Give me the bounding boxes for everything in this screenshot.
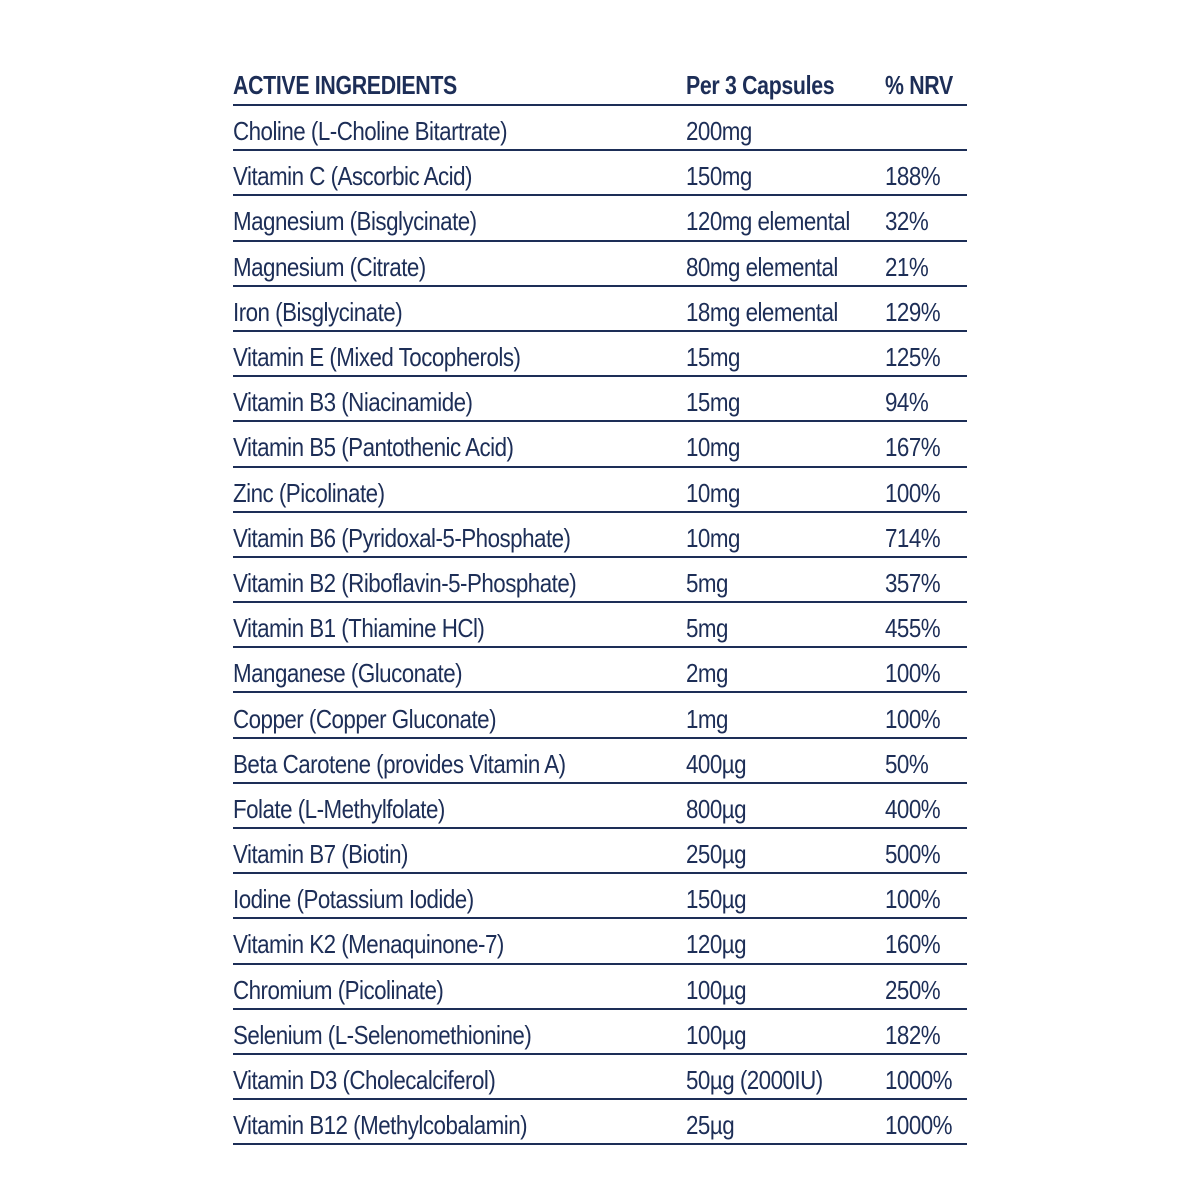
ingredient-amount: 2mg <box>686 658 728 689</box>
table-row <box>233 648 967 693</box>
ingredient-name: Chromium (Picolinate) <box>233 974 444 1005</box>
ingredient-nrv: 129% <box>885 296 941 327</box>
ingredient-nrv: 400% <box>885 793 941 824</box>
table-row <box>233 603 967 648</box>
ingredient-amount: 800µg <box>686 793 747 824</box>
ingredient-nrv: 357% <box>885 567 941 598</box>
table-row <box>233 784 967 829</box>
ingredient-amount: 10mg <box>686 477 740 508</box>
ingredient-name: Folate (L-Methylfolate) <box>233 793 445 824</box>
ingredient-nrv: 714% <box>885 522 941 553</box>
table-row <box>233 377 967 422</box>
table-row <box>233 106 967 151</box>
ingredient-nrv: 1000% <box>885 1110 953 1141</box>
table-row <box>233 558 967 603</box>
ingredient-nrv: 100% <box>885 477 941 508</box>
ingredient-nrv: 250% <box>885 974 941 1005</box>
ingredient-amount: 120µg <box>686 929 747 960</box>
ingredient-name: Vitamin B6 (Pyridoxal-5-Phosphate) <box>233 522 571 553</box>
ingredient-name: Iron (Bisglycinate) <box>233 296 403 327</box>
ingredient-nrv: 21% <box>885 251 929 282</box>
table-row <box>233 468 967 513</box>
table-header-row <box>233 58 967 106</box>
table-row <box>233 513 967 558</box>
ingredient-amount: 15mg <box>686 342 740 373</box>
ingredient-amount: 5mg <box>686 567 728 598</box>
ingredient-name: Vitamin K2 (Menaquinone-7) <box>233 929 504 960</box>
ingredient-nrv: 500% <box>885 839 941 870</box>
ingredient-amount: 15mg <box>686 387 740 418</box>
ingredient-nrv: 167% <box>885 432 941 463</box>
ingredient-nrv: 1000% <box>885 1065 953 1096</box>
ingredient-amount: 100µg <box>686 1019 747 1050</box>
ingredient-name: Vitamin B7 (Biotin) <box>233 839 408 870</box>
table-row <box>233 919 967 964</box>
ingredient-nrv: 125% <box>885 342 941 373</box>
ingredient-name: Vitamin B3 (Niacinamide) <box>233 387 473 418</box>
ingredient-amount: 10mg <box>686 432 740 463</box>
ingredient-nrv: 100% <box>885 884 941 915</box>
ingredient-name: Zinc (Picolinate) <box>233 477 385 508</box>
ingredient-amount: 25µg <box>686 1110 735 1141</box>
ingredient-nrv: 160% <box>885 929 941 960</box>
ingredient-amount: 200mg <box>686 116 752 147</box>
ingredient-name: Vitamin B5 (Pantothenic Acid) <box>233 432 514 463</box>
ingredient-amount: 120mg elemental <box>686 206 850 237</box>
table-body <box>233 106 967 1145</box>
table-row <box>233 287 967 332</box>
ingredient-amount: 18mg elemental <box>686 296 838 327</box>
ingredient-name: Selenium (L-Selenomethionine) <box>233 1019 532 1050</box>
table-row <box>233 1055 967 1100</box>
ingredient-name: Vitamin D3 (Cholecalciferol) <box>233 1065 496 1096</box>
ingredient-nrv: 182% <box>885 1019 941 1050</box>
ingredient-amount: 80mg elemental <box>686 251 838 282</box>
ingredient-nrv: 100% <box>885 703 941 734</box>
table-row <box>233 422 967 467</box>
ingredient-amount: 100µg <box>686 974 747 1005</box>
header-active-ingredients: ACTIVE INGREDIENTS <box>233 70 457 100</box>
ingredient-name: Vitamin B1 (Thiamine HCl) <box>233 613 485 644</box>
ingredient-amount: 150µg <box>686 884 747 915</box>
table-row <box>233 332 967 377</box>
ingredient-nrv: 94% <box>885 387 929 418</box>
ingredient-nrv: 455% <box>885 613 941 644</box>
header-per-3-capsules: Per 3 Capsules <box>686 70 835 100</box>
table-row <box>233 739 967 784</box>
table-row <box>233 151 967 196</box>
ingredient-amount: 150mg <box>686 161 752 192</box>
ingredient-name: Magnesium (Bisglycinate) <box>233 206 477 237</box>
ingredient-name: Beta Carotene (provides Vitamin A) <box>233 748 566 779</box>
ingredient-amount: 250µg <box>686 839 747 870</box>
ingredient-name: Iodine (Potassium Iodide) <box>233 884 474 915</box>
table-row <box>233 1010 967 1055</box>
ingredient-amount: 400µg <box>686 748 747 779</box>
ingredient-name: Vitamin B2 (Riboflavin-5-Phosphate) <box>233 567 577 598</box>
ingredient-name: Copper (Copper Gluconate) <box>233 703 497 734</box>
ingredient-amount: 50µg (2000IU) <box>686 1065 823 1096</box>
nutrition-table <box>233 58 967 1145</box>
ingredient-amount: 1mg <box>686 703 728 734</box>
ingredient-name: Vitamin E (Mixed Tocopherols) <box>233 342 521 373</box>
ingredient-name: Choline (L-Choline Bitartrate) <box>233 116 508 147</box>
ingredient-name: Vitamin B12 (Methylcobalamin) <box>233 1110 528 1141</box>
header-nrv: % NRV <box>885 70 953 100</box>
ingredient-name: Magnesium (Citrate) <box>233 251 426 282</box>
table-row <box>233 1100 967 1145</box>
table-row <box>233 693 967 738</box>
ingredient-amount: 10mg <box>686 522 740 553</box>
table-row <box>233 965 967 1010</box>
ingredient-nrv: 100% <box>885 658 941 689</box>
ingredient-name: Manganese (Gluconate) <box>233 658 463 689</box>
ingredient-name: Vitamin C (Ascorbic Acid) <box>233 161 472 192</box>
table-row <box>233 196 967 241</box>
table-row <box>233 874 967 919</box>
ingredient-nrv: 188% <box>885 161 941 192</box>
ingredient-amount: 5mg <box>686 613 728 644</box>
table-row <box>233 829 967 874</box>
ingredient-nrv: 32% <box>885 206 929 237</box>
ingredient-nrv: 50% <box>885 748 929 779</box>
table-row <box>233 242 967 287</box>
